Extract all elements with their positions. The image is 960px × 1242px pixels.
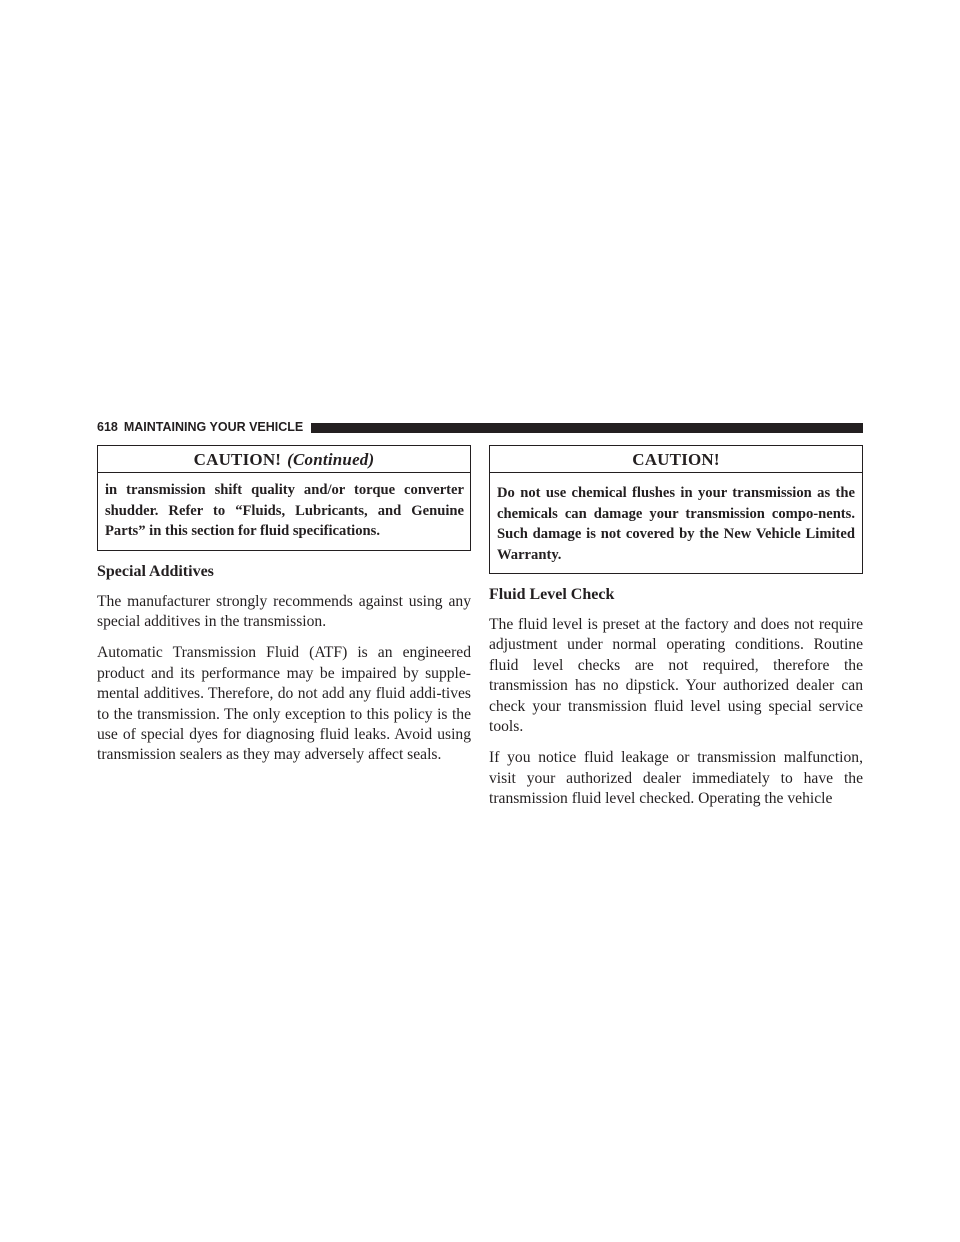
caution-title: CAUTION! xyxy=(490,446,862,473)
paragraph: The manufacturer strongly recommends against using any special additives in the transmission. xyxy=(97,592,471,630)
right-column xyxy=(489,445,863,821)
caution-text: in transmission shift quality and/or torque converter shudder. Refer to “Fluids, Lubricants, and Genuine Parts” in this section for fluid specifications. xyxy=(105,482,464,539)
page-number: 618 xyxy=(97,420,118,434)
header-rule xyxy=(311,423,863,433)
page-header xyxy=(97,418,863,436)
paragraph: If you notice fluid leakage or transmission malfunction, visit your authorized dealer immediately to have the transmission fluid level checked. Operating the vehicle xyxy=(489,749,863,808)
section-title: MAINTAINING YOUR VEHICLE xyxy=(123,420,304,434)
continued-label: (Continued) xyxy=(287,450,375,469)
caution-box-continued xyxy=(97,445,471,551)
section-heading-special-additives: Special Additives xyxy=(97,562,214,580)
paragraph: The fluid level is preset at the factory and does not require adjustment under normal operating conditions. Routine fluid level checks are not required, therefore the transmission has no dipstick. Your authorized dealer can check your transmission fluid level using special service tools. xyxy=(489,616,863,736)
caution-box xyxy=(489,445,863,574)
caution-label: CAUTION! xyxy=(193,450,282,469)
caution-title xyxy=(98,446,470,473)
left-column xyxy=(97,445,471,777)
paragraph: Automatic Transmission Fluid (ATF) is an engineered product and its performance may be impaired by supple-mental additives. Therefore, do not add any fluid addi-tives to the transmission. The only exception to this policy is the use of special dyes for diagnosing fluid leaks. Avoid using transmission sealers as they may adversely affect seals. xyxy=(97,644,471,764)
section-heading-fluid-level-check: Fluid Level Check xyxy=(489,586,615,603)
caution-text: Do not use chemical flushes in your transmission as the chemicals can damage your transmission compo-nents. Such damage is not covered by the New Vehicle Limited Warranty. xyxy=(497,485,855,563)
